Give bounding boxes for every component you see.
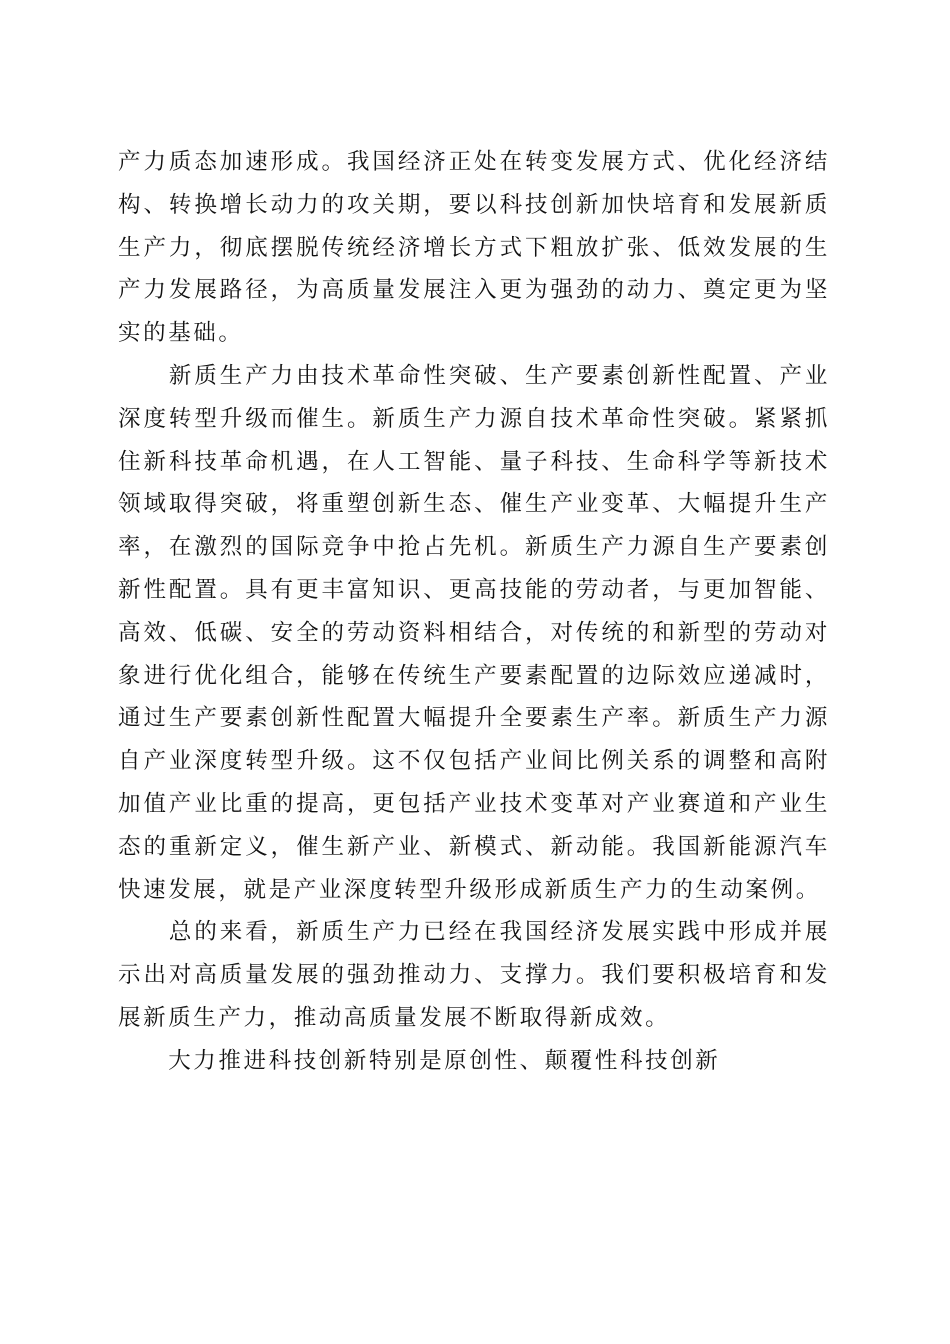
paragraph-new-productivity-sources: 新质生产力由技术革命性突破、生产要素创新性配置、产业深度转型升级而催生。新质生产力源自技术革命性突破。紧紧抓住新科技革命机遇，在人工智能、量子科技、生命科学等新技术领域取得突破，将重塑创新生态、催生产业变革、大幅提升生产率，在激烈的国际竞争中抢占先机。新质生产力源自生产要素创新性配置。具有更丰富知识、更高技能的劳动者，与更加智能、高效、低碳、安全的劳动资料相结合，对传统的和新型的劳动对象进行优化组合，能够在传统生产要素配置的边际效应递减时，通过生产要素创新性配置大幅提升全要素生产率。新质生产力源自产业深度转型升级。这不仅包括产业间比例关系的调整和高附加值产业比重的提高，更包括产业技术变革对产业赛道和产业生态的重新定义，催生新产业、新模式、新动能。我国新能源汽车快速发展，就是产业深度转型升级形成新质生产力的生动案例。: [118, 362, 830, 903]
section-heading: 大力推进科技创新特别是原创性、颠覆性科技创新: [118, 1047, 721, 1074]
body-text: [118, 141, 830, 1083]
paragraph-continuation: 产力质态加速形成。我国经济正处在转变发展方式、优化经济结构、转换增长动力的攻关期，要以科技创新加快培育和发展新质生产力，彻底摆脱传统经济增长方式下粗放扩张、低效发展的生产力发展路径，为高质量发展注入更为强劲的动力、奠定更为坚实的基础。: [118, 149, 830, 347]
paragraph-summary: 总的来看，新质生产力已经在我国经济发展实践中形成并展示出对高质量发展的强劲推动力、支撑力。我们要积极培育和发展新质生产力，推动高质量发展不断取得新成效。: [118, 919, 830, 1031]
